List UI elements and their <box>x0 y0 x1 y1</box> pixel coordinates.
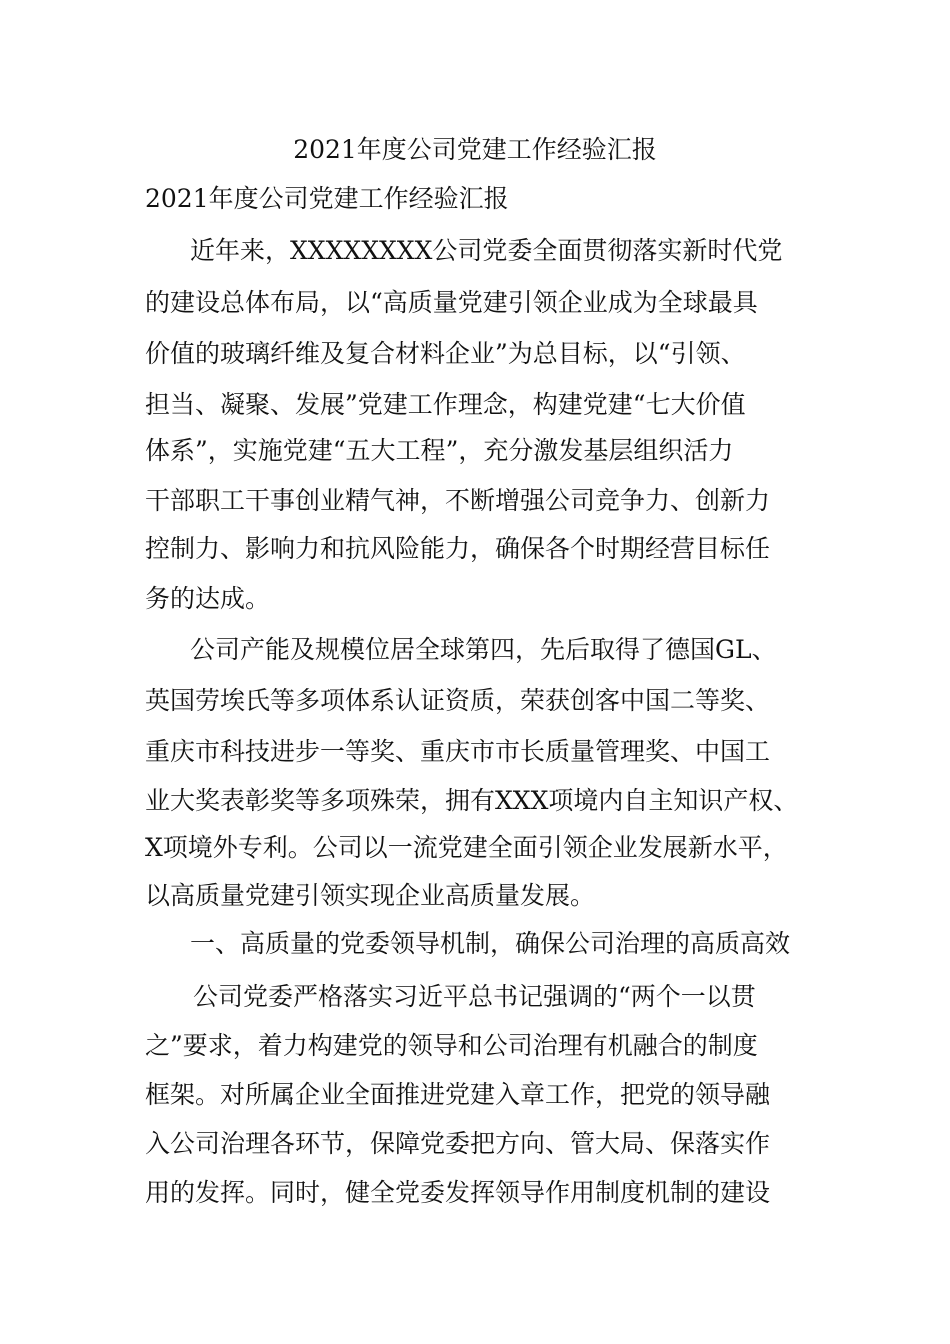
document-title: 2021年度公司党建工作经验汇报 <box>293 135 657 164</box>
paragraph-line: 英国劳埃氏等多项体系认证资质，荣获创客中国二等奖、 <box>145 686 771 715</box>
paragraph-line: X项境外专利。公司以一流党建全面引领企业发展新水平， <box>145 833 788 862</box>
paragraph-line: 业大奖表彰奖等多项殊荣，拥有XXX项境内自主知识产权、 <box>145 786 799 815</box>
paragraph-line: 控制力、影响力和抗风险能力，确保各个时期经营目标任 <box>145 534 771 563</box>
paragraph-line: 干部职工干事创业精气神，不断增强公司竞争力、创新力 <box>145 486 771 515</box>
paragraph-line: 用的发挥。同时，健全党委发挥领导作用制度机制的建设 <box>145 1178 771 1207</box>
paragraph-line: 入公司治理各环节，保障党委把方向、管大局、保落实作 <box>145 1129 771 1158</box>
paragraph-line: 之”要求，着力构建党的领导和公司治理有机融合的制度 <box>145 1031 758 1060</box>
paragraph-line: 担当、凝聚、发展”党建工作理念，构建党建“七大价值 <box>145 390 746 419</box>
paragraph-line: 以高质量党建引领实现企业高质量发展。 <box>145 881 596 910</box>
paragraph-line: 近年来，XXXXXXXX公司党委全面贯彻落实新时代党 <box>190 236 783 265</box>
section-heading: 一、高质量的党委领导机制，确保公司治理的高质高效 <box>190 929 791 958</box>
document-subtitle: 2021年度公司党建工作经验汇报 <box>145 184 509 213</box>
paragraph-line: 务的达成。 <box>145 584 271 613</box>
paragraph-line: 体系”，实施党建“五大工程”，充分激发基层组织活力 <box>145 436 734 465</box>
paragraph-line: 重庆市科技进步一等奖、重庆市市长质量管理奖、中国工 <box>145 737 771 766</box>
paragraph-line: 公司产能及规模位居全球第四，先后取得了德国GL、 <box>190 635 777 664</box>
paragraph-line: 的建设总体布局，以“高质量党建引领企业成为全球最具 <box>145 288 758 317</box>
paragraph-line: 框架。对所属企业全面推进党建入章工作，把党的领导融 <box>145 1080 771 1109</box>
paragraph-line: 公司党委严格落实习近平总书记强调的“两个一以贯 <box>193 982 756 1011</box>
paragraph-line: 价值的玻璃纤维及复合材料企业”为总目标，以“引领、 <box>145 339 746 368</box>
